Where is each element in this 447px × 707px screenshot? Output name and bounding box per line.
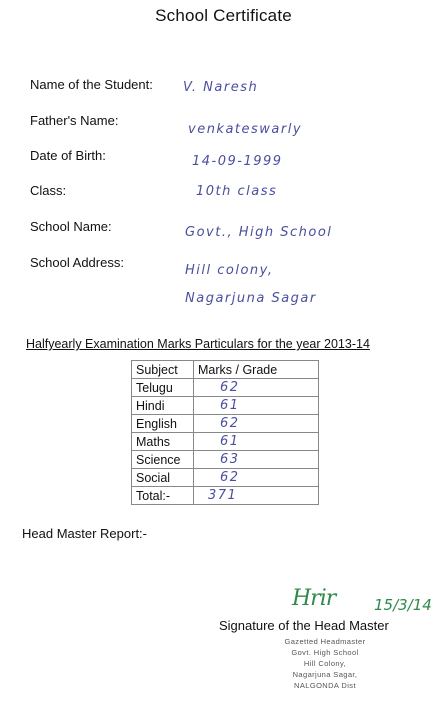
subject-cell: Hindi <box>132 397 194 415</box>
table-row <box>132 379 319 397</box>
head-master-signature: Hrir <box>292 586 336 611</box>
certificate-title: School Certificate <box>155 6 292 25</box>
school-address-label: School Address: <box>30 255 124 270</box>
stamp-line: Govt. High School <box>291 648 359 657</box>
subject-cell: Science <box>132 451 194 469</box>
table-header-row <box>132 361 319 379</box>
signature-date: 15/3/14 <box>374 596 432 614</box>
table-row <box>132 451 319 469</box>
subject-column-header: Subject <box>132 361 194 379</box>
stamp-line: Hill Colony, <box>303 659 347 668</box>
father-name-label: Father's Name: <box>30 113 119 128</box>
subject-cell: Telugu <box>132 379 194 397</box>
student-name-value: V. Naresh <box>183 80 259 95</box>
marks-heading: Halfyearly Examination Marks Particulars for the year 2013-14 <box>26 337 370 351</box>
stamp-line: Nagarjuna Sagar, <box>292 670 358 679</box>
mark-cell: 62 <box>194 379 319 397</box>
table-row <box>132 433 319 451</box>
marks-column-header: Marks / Grade <box>194 361 319 379</box>
school-name-label: School Name: <box>30 219 112 234</box>
mark-cell: 63 <box>194 451 319 469</box>
mark-cell: 62 <box>194 469 319 487</box>
subject-cell: Social <box>132 469 194 487</box>
mark-cell: 61 <box>194 397 319 415</box>
official-stamp <box>255 636 395 691</box>
table-row <box>132 415 319 433</box>
head-master-report-label: Head Master Report:- <box>22 526 147 541</box>
table-row <box>132 397 319 415</box>
total-row <box>132 487 319 505</box>
date-of-birth-value: 14-09-1999 <box>192 154 283 169</box>
mark-cell: 61 <box>194 433 319 451</box>
total-value-cell: 371 <box>194 487 319 505</box>
class-label: Class: <box>30 183 67 198</box>
school-name-value: Govt., High School <box>185 225 333 240</box>
signature-title: Signature of the Head Master <box>219 618 389 633</box>
student-name-label: Name of the Student: <box>30 77 153 92</box>
total-label-cell: Total:- <box>132 487 194 505</box>
stamp-line: Gazetted Headmaster <box>284 637 366 646</box>
subject-cell: English <box>132 415 194 433</box>
subject-cell: Maths <box>132 433 194 451</box>
school-address-line2: Nagarjuna Sagar <box>185 291 317 306</box>
date-of-birth-label: Date of Birth: <box>30 148 106 163</box>
class-value: 10th class <box>196 184 278 199</box>
stamp-line: NALGONDA Dist <box>294 681 356 690</box>
father-name-value: venkateswarly <box>188 122 303 137</box>
mark-cell: 62 <box>194 415 319 433</box>
school-address-line1: Hill colony, <box>185 263 274 278</box>
table-row <box>132 469 319 487</box>
marks-table <box>131 360 319 505</box>
